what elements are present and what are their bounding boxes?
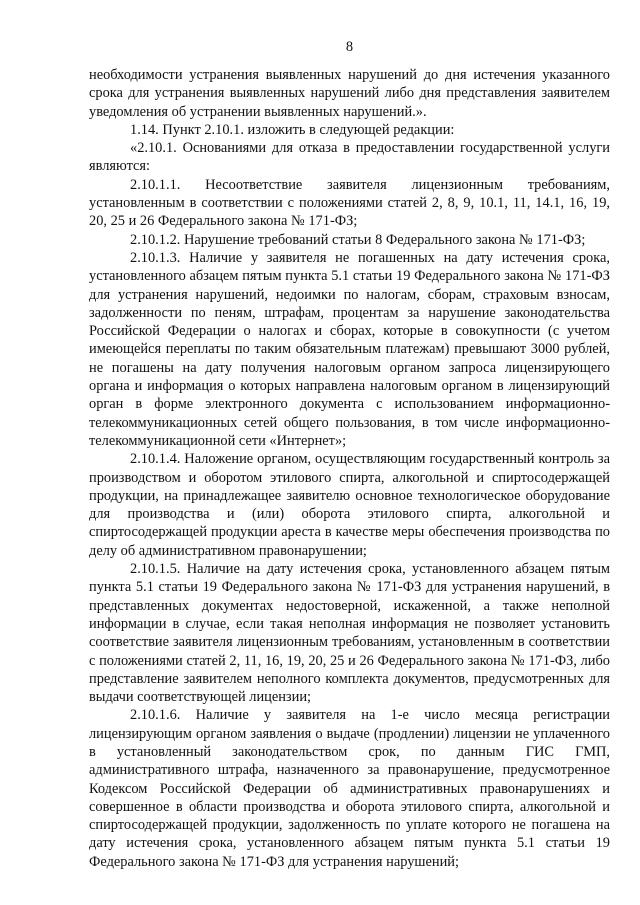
paragraph-item-2-10-1-6: 2.10.1.6. Наличие у заявителя на 1-е число месяца регистрации лицензирующим органом заявления о выдаче (продлении) лицензии не уплаченного в установленный законодательством срок, по данным ГИС ГМП, административного штрафа, назначенного за правонарушение, предусмотренное Кодексом Российской Федерации об административных правонарушениях и совершенное в области производства и оборота этилового спирта, алкогольной и спиртосодержащей продукции, задолженность по уплате которого не погашена на дату истечения срока, установленного абзацем пятым пункта 5.1 статьи 19 Федерального закона № 171-ФЗ для устранения нарушений; xyxy=(89,707,610,870)
document-page xyxy=(89,38,610,871)
paragraph-item-2-10-1-3: 2.10.1.3. Наличие у заявителя не погашенных на дату истечения срока, установленного абзацем пятым пункта 5.1 статьи 19 Федерального закона № 171-ФЗ для устранения нарушений, недоимки по налогам, сборам, страховым взносам, задолженности по пеням, штрафам, процентам за нарушение законодательства Российской Федерации о налогах и сборах, которые в совокупности (с учетом имеющейся переплаты по таким обязательным платежам) превышают 3000 рублей, не погашены на дату получения налоговым органом запроса лицензирующего органа и информация о которых направлена налоговым органом в лицензирующий орган в форме электронного документа с использованием информационно-телекоммуникационных сетей общего пользования, в том числе информационно-телекоммуникационной сети «Интернет»; xyxy=(89,249,610,449)
paragraph-item-2-10-1-2: 2.10.1.2. Нарушение требований статьи 8 Федерального закона № 171-ФЗ; xyxy=(130,231,586,248)
page-number: 8 xyxy=(345,39,354,55)
paragraph-item-2-10-1-1: 2.10.1.1. Несоответствие заявителя лицензионным требованиям, установленным в соответствии с положениями статей 2, 8, 9, 10.1, 11, 14.1, 16, 19, 20, 25 и 26 Федерального закона № 171-ФЗ; xyxy=(89,176,610,230)
paragraph-continuation: необходимости устранения выявленных нарушений до дня истечения указанного срока для устранения выявленных нарушений либо дня представления заявителем уведомления об устранении выявленных нарушений.». xyxy=(89,67,610,120)
paragraph-item-1-14: 1.14. Пункт 2.10.1. изложить в следующей редакции: xyxy=(130,121,455,138)
paragraph-item-2-10-1-4: 2.10.1.4. Наложение органом, осуществляющим государственный контроль за производством и оборотом этилового спирта, алкогольной и спиртосодержащей продукции, на принадлежащее заявителю основное технологическое оборудование для производства и (или) оборота этилового спирта, алкогольной и спиртосодержащей продукции ареста в качестве меры обеспечения производства по делу об административном правонарушении; xyxy=(89,451,610,559)
paragraph-item-2-10-1: «2.10.1. Основаниями для отказа в предоставлении государственной услуги являются: xyxy=(89,140,610,175)
paragraph-item-2-10-1-5: 2.10.1.5. Наличие на дату истечения срока, установленного абзацем пятым пункта 5.1 статьи 19 Федерального закона № 171-ФЗ для устранения нарушений, в представленных документах недостоверной, искаженной, а также неполной информации в случае, если такая неполная информация не позволяет установить соответствие заявителя лицензионным требованиям, установленным в соответствии с положениями статей 2, 11, 16, 19, 20, 25 и 26 Федерального закона № 171-ФЗ, либо представление заявителем неполного комплекта документов, предусмотренных для выдачи соответствующей лицензии; xyxy=(89,561,610,706)
